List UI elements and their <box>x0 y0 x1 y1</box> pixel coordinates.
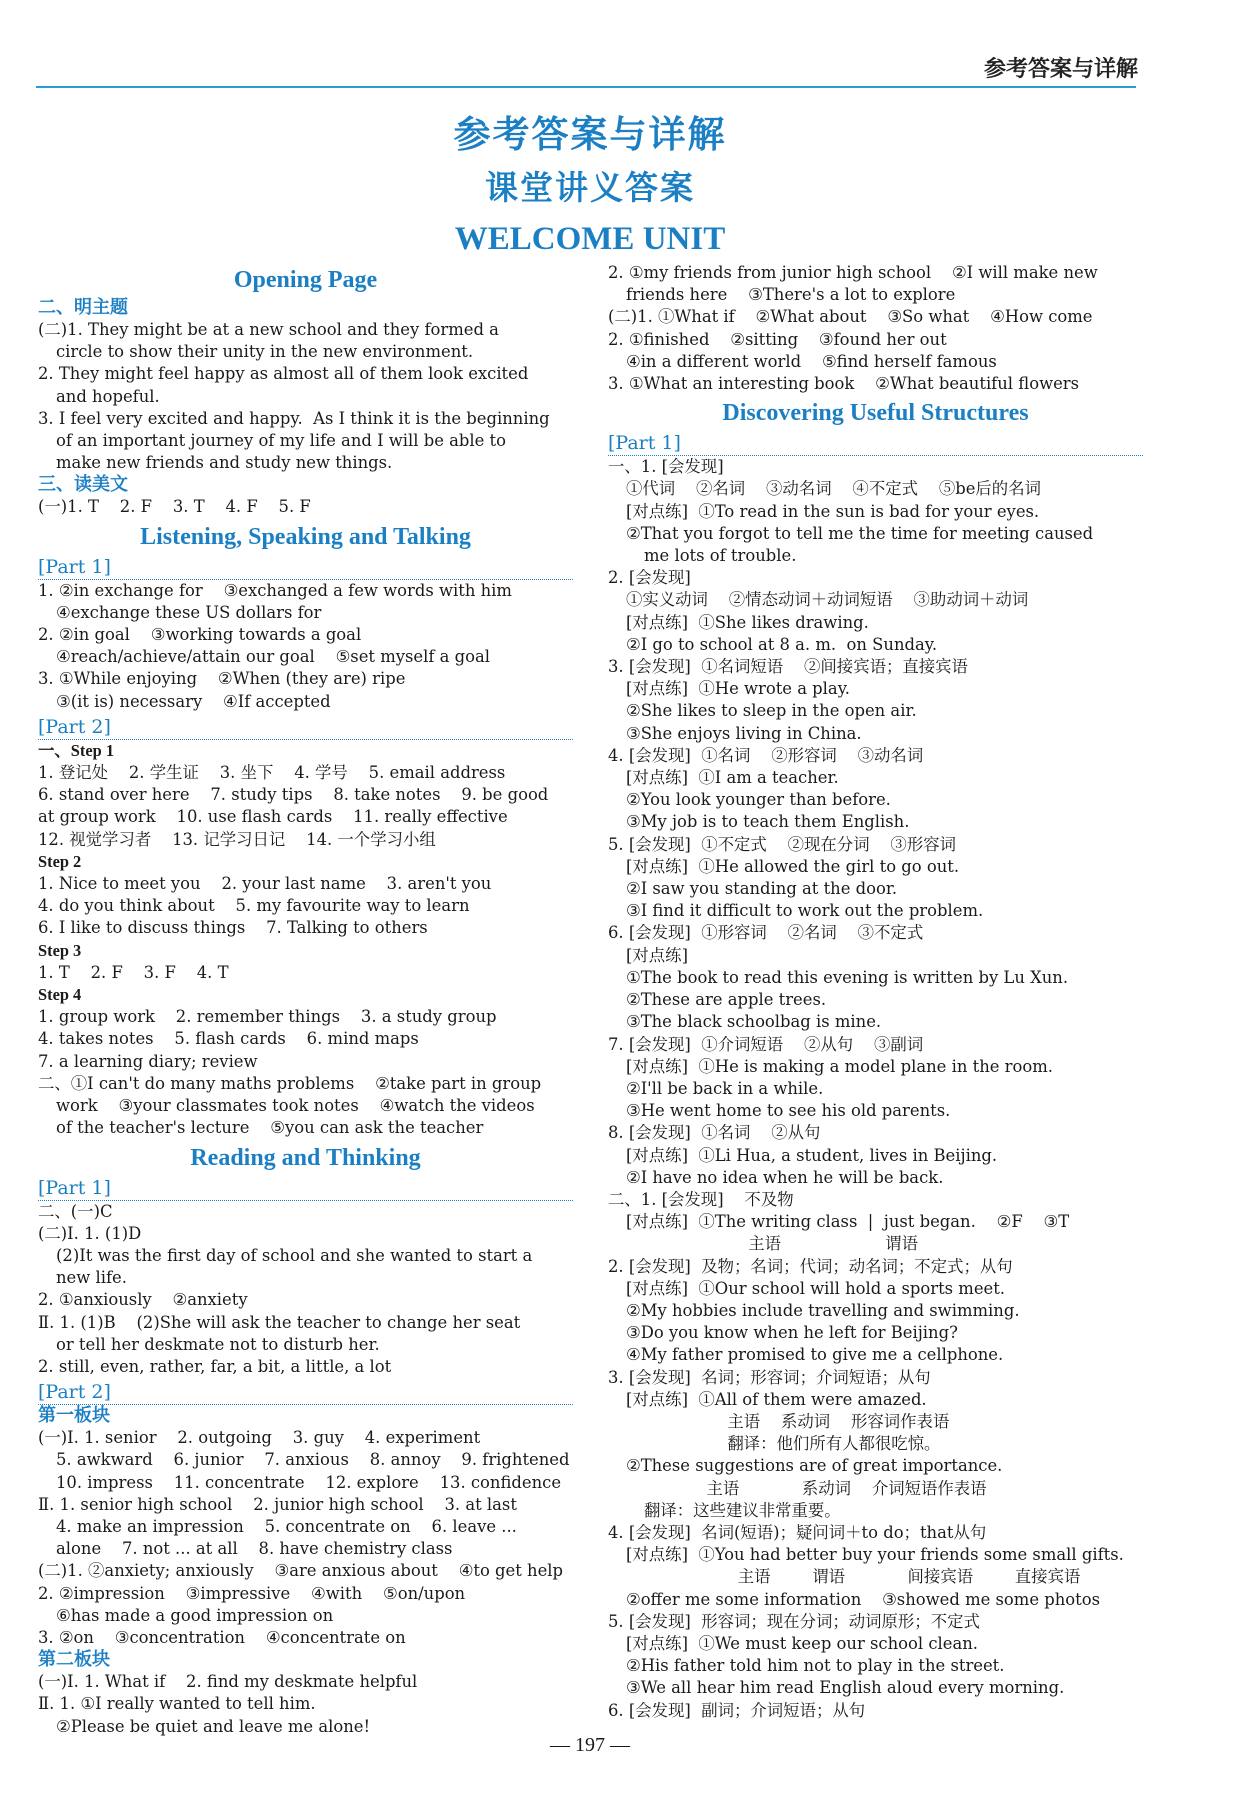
part-label: [Part 2] <box>38 715 573 740</box>
answer-line: 2. still, even, rather, far, a bit, a little, a lot <box>38 1356 392 1376</box>
answer-line: 2. ②in goal ③working towards a goal <box>38 625 362 645</box>
left-column <box>38 262 573 1738</box>
answer-line: 4. [会发现] ①名词 ②形容词 ③动名词 <box>608 745 924 765</box>
answer-line: 1. group work 2. remember things 3. a study group <box>38 1007 497 1027</box>
answer-line: of an important journey of my life and I will be able to <box>56 431 507 451</box>
part-label: [Part 2] <box>38 1380 573 1405</box>
answer-line: 二、1. [会发现] 不及物 <box>608 1189 794 1209</box>
section-heading: Discovering Useful Structures <box>722 400 1029 427</box>
answer-line: ③We all hear him read English aloud every morning. <box>626 1678 1065 1698</box>
answer-line: ③My job is to teach them English. <box>626 812 910 832</box>
answer-line: me lots of trouble. <box>644 546 797 566</box>
answer-line: [对点练] <box>626 945 688 965</box>
answer-line: 2. ①finished ②sitting ③found her out <box>608 329 947 349</box>
answer-line: 1. T 2. F 3. F 4. T <box>38 962 229 982</box>
subsection-heading: 第二板块 <box>38 1649 110 1671</box>
answer-line: at group work 10. use flash cards 11. really effective <box>38 807 508 827</box>
answer-line: (一)Ⅰ. 1. senior 2. outgoing 3. guy 4. experiment <box>38 1428 481 1448</box>
answer-line: 6. I like to discuss things 7. Talking to others <box>38 918 428 938</box>
answer-line: (一)1. T 2. F 3. T 4. F 5. F <box>38 497 311 517</box>
answer-line: (二)1. They might be at a new school and they formed a <box>38 320 499 339</box>
answer-line: and hopeful. <box>56 386 160 406</box>
answer-line: 5. [会发现] 形容词；现在分词；动词原形；不定式 <box>608 1611 980 1631</box>
answer-line: ②His father told him not to play in the street. <box>626 1656 1005 1676</box>
answer-line: ②These are apple trees. <box>626 990 827 1010</box>
answer-line: 7. [会发现] ①介词短语 ②从句 ③副词 <box>608 1034 924 1054</box>
section-heading: Reading and Thinking <box>190 1144 421 1171</box>
answer-line: 3. I feel very excited and happy. As I think it is the beginning <box>38 408 550 428</box>
answer-line: 一、1. [会发现] <box>608 457 724 477</box>
answer-line: [对点练] ①You had better buy your friends some small gifts. <box>626 1545 1124 1565</box>
answer-line: (二)Ⅰ. 1. (1)D <box>38 1223 142 1243</box>
answer-line: 5. awkward 6. junior 7. anxious 8. annoy 9. frightened <box>56 1450 570 1470</box>
running-head: 参考答案与详解 <box>983 57 1138 82</box>
answer-line: 2. They might feel happy as almost all of them look excited <box>38 364 529 384</box>
answer-line: 2. [会发现] <box>608 568 691 588</box>
answer-line: (二)1. ②anxiety; anxiously ③are anxious about ④to get help <box>38 1561 564 1581</box>
answer-line: 4. takes notes 5. flash cards 6. mind maps <box>38 1029 419 1049</box>
answer-line: ④exchange these US dollars for <box>56 602 322 622</box>
part-label: [Part 1] <box>38 1176 573 1201</box>
answer-line: [对点练] ①I am a teacher. <box>626 768 839 788</box>
answer-line: [对点练] ①He wrote a play. <box>626 679 850 699</box>
answer-line: ①代词 ②名词 ③动名词 ④不定式 ⑤be后的名词 <box>626 479 1041 499</box>
answer-line: 12. 视觉学习者 13. 记学习日记 14. 一个学习小组 <box>38 829 436 849</box>
answer-line: 6. [会发现] ①形容词 ②名词 ③不定式 <box>608 923 924 943</box>
page-subtitle: 课堂讲义答案 <box>485 168 695 207</box>
answer-line: ③She enjoys living in China. <box>626 723 862 743</box>
answer-line: Ⅱ. 1. ①I really wanted to tell him. <box>38 1694 316 1714</box>
answer-line: (二)1. ①What if ②What about ③So what ④How come <box>608 307 1093 327</box>
answer-line: 6. [会发现] 副词；介词短语；从句 <box>608 1700 866 1720</box>
answer-line: ④in a different world ⑤find herself famous <box>626 351 997 371</box>
answer-line: [对点练] ①We must keep our school clean. <box>626 1633 978 1653</box>
page-title: 参考答案与详解 <box>453 113 727 156</box>
title-block <box>0 110 1180 262</box>
answer-line: 翻译：他们所有人都很吃惊。 <box>644 1434 941 1454</box>
answer-line: Ⅱ. 1. senior high school 2. junior high school 3. at last <box>38 1494 517 1514</box>
answer-line: friends here ③There's a lot to explore <box>626 285 956 305</box>
answer-line: 6. stand over here 7. study tips 8. take notes 9. be good <box>38 785 549 805</box>
answer-line: ②She likes to sleep in the open air. <box>626 701 917 721</box>
answer-line: 主语 谓语 间接宾语 直接宾语 <box>644 1567 1081 1587</box>
answer-line: 1. 登记处 2. 学生证 3. 坐下 4. 学号 5. email address <box>38 763 506 783</box>
answer-line: ②Please be quiet and leave me alone! <box>56 1716 371 1736</box>
answer-line: 10. impress 11. concentrate 12. explore 13. confidence <box>56 1472 562 1492</box>
answer-line: [对点练] ①Li Hua, a student, lives in Beijing. <box>626 1145 998 1165</box>
answer-line: 8. [会发现] ①名词 ②从句 <box>608 1123 821 1143</box>
answer-line: [对点练] ①The writing class | just began. ②F ③T <box>626 1212 1070 1232</box>
answer-line: 5. [会发现] ①不定式 ②现在分词 ③形容词 <box>608 834 956 854</box>
step-heading: 一、Step 1 <box>38 740 115 760</box>
answer-line: [对点练] ①He is making a model plane in the room. <box>626 1056 1053 1076</box>
answer-line: (一)Ⅰ. 1. What if 2. find my deskmate helpful <box>38 1672 418 1692</box>
answer-line: 4. do you think about 5. my favourite way to learn <box>38 896 470 916</box>
answer-line: (2)It was the first day of school and she wanted to start a <box>56 1245 533 1265</box>
answer-line: ④My father promised to give me a cellphone. <box>626 1345 1004 1365</box>
answer-line: 二、①I can't do many maths problems ②take part in group <box>38 1073 542 1093</box>
answer-line: Ⅱ. 1. (1)B (2)She will ask the teacher to change her seat <box>38 1312 521 1332</box>
answer-line: ①The book to read this evening is written by Lu Xun. <box>626 967 1069 987</box>
answer-line: [对点练] ①Our school will hold a sports meet. <box>626 1278 1006 1298</box>
answer-line: ②These suggestions are of great importance. <box>626 1456 1003 1476</box>
answer-line: ④reach/achieve/attain our goal ⑤set myself a goal <box>56 647 490 667</box>
answer-line: make new friends and study new things. <box>56 453 393 473</box>
section-heading: Opening Page <box>233 267 378 293</box>
subsection-heading: 第一板块 <box>38 1405 110 1427</box>
answer-line: 翻译：这些建议非常重要。 <box>644 1500 841 1520</box>
answer-line: 主语 系动词 介词短语作表语 <box>644 1478 987 1498</box>
section-heading: Listening, Speaking and Talking <box>140 523 471 550</box>
answer-line: new life. <box>56 1268 127 1288</box>
answer-line: ②I have no idea when he will be back. <box>626 1167 944 1187</box>
answer-line: 2. ①my friends from junior high school ②I will make new <box>608 263 1098 282</box>
answer-line: [对点练] ①She likes drawing. <box>626 612 869 632</box>
answer-line: ③Do you know when he left for Beijing? <box>626 1323 958 1343</box>
answer-line: ②You look younger than before. <box>626 790 891 810</box>
answer-line: 3. ①While enjoying ②When (they are) ripe <box>38 669 406 689</box>
answer-line: 2. [会发现] 及物；名词；代词；动名词；不定式；从句 <box>608 1256 1013 1276</box>
answer-line: 二、(一)C <box>38 1201 113 1221</box>
unit-title: WELCOME UNIT <box>454 221 726 257</box>
answer-line: ②That you forgot to tell me the time for meeting caused <box>626 523 1094 543</box>
subsection-heading: 三、读美文 <box>38 474 128 496</box>
answer-line: 主语 系动词 形容词作表语 <box>644 1411 950 1431</box>
answer-line: ③He went home to see his old parents. <box>626 1101 951 1121</box>
answer-line: 7. a learning diary; review <box>38 1051 258 1071</box>
answer-line: 2. ①anxiously ②anxiety <box>38 1290 248 1310</box>
answer-line: ①实义动词 ②情态动词＋动词短语 ③助动词＋动词 <box>626 590 1029 610</box>
answer-line: 2. ②impression ③impressive ④with ⑤on/upon <box>38 1583 466 1603</box>
answer-line: 3. ①What an interesting book ②What beautiful flowers <box>608 374 1080 394</box>
right-column <box>608 262 1143 1722</box>
step-heading: Step 4 <box>38 985 82 1005</box>
answer-line: of the teacher's lecture ⑤you can ask the teacher <box>56 1118 484 1138</box>
page-number: — 197 — <box>550 1734 630 1756</box>
answer-line: circle to show their unity in the new environment. <box>56 342 474 362</box>
part-label: [Part 1] <box>38 555 573 580</box>
subsection-heading: 二、明主题 <box>38 297 128 318</box>
header-rule <box>36 86 1136 88</box>
answer-line: 1. ②in exchange for ③exchanged a few words with him <box>38 580 512 600</box>
answer-line: ③(it is) necessary ④If accepted <box>56 691 331 711</box>
answer-line: ②I go to school at 8 a. m. on Sunday. <box>626 634 938 654</box>
answer-line: ②My hobbies include travelling and swimming. <box>626 1300 1020 1320</box>
answer-line: work ③your classmates took notes ④watch the videos <box>56 1096 535 1116</box>
answer-line: 1. Nice to meet you 2. your last name 3. aren't you <box>38 874 492 894</box>
answer-line: or tell her deskmate not to disturb her. <box>56 1334 380 1354</box>
answer-line: 4. [会发现] 名词(短语)；疑问词＋to do；that从句 <box>608 1522 987 1542</box>
answer-line: 4. make an impression 5. concentrate on 6. leave ... <box>56 1516 517 1536</box>
step-heading: Step 3 <box>38 940 82 960</box>
answer-line: ③I find it difficult to work out the problem. <box>626 901 984 921</box>
answer-line: [对点练] ①He allowed the girl to go out. <box>626 856 960 876</box>
part-label: [Part 1] <box>608 431 1143 456</box>
answer-line: ②offer me some information ③showed me some photos <box>626 1589 1101 1609</box>
answer-line: ⑥has made a good impression on <box>56 1605 334 1625</box>
answer-line: alone 7. not ... at all 8. have chemistry class <box>56 1539 453 1559</box>
answer-line: 3. [会发现] 名词；形容词；介词短语；从句 <box>608 1367 931 1387</box>
answer-line: 3. [会发现] ①名词短语 ②间接宾语；直接宾语 <box>608 657 968 677</box>
answer-line: [对点练] ①To read in the sun is bad for your eyes. <box>626 501 1040 521</box>
answer-line: 3. ②on ③concentration ④concentrate on <box>38 1627 406 1647</box>
answer-line: ②I'll be back in a while. <box>626 1078 824 1098</box>
answer-line: ③The black schoolbag is mine. <box>626 1012 882 1032</box>
answer-line: 主语 谓语 <box>644 1234 918 1254</box>
step-heading: Step 2 <box>38 851 82 871</box>
answer-line: [对点练] ①All of them were amazed. <box>626 1389 927 1409</box>
answer-line: ②I saw you standing at the door. <box>626 879 898 899</box>
